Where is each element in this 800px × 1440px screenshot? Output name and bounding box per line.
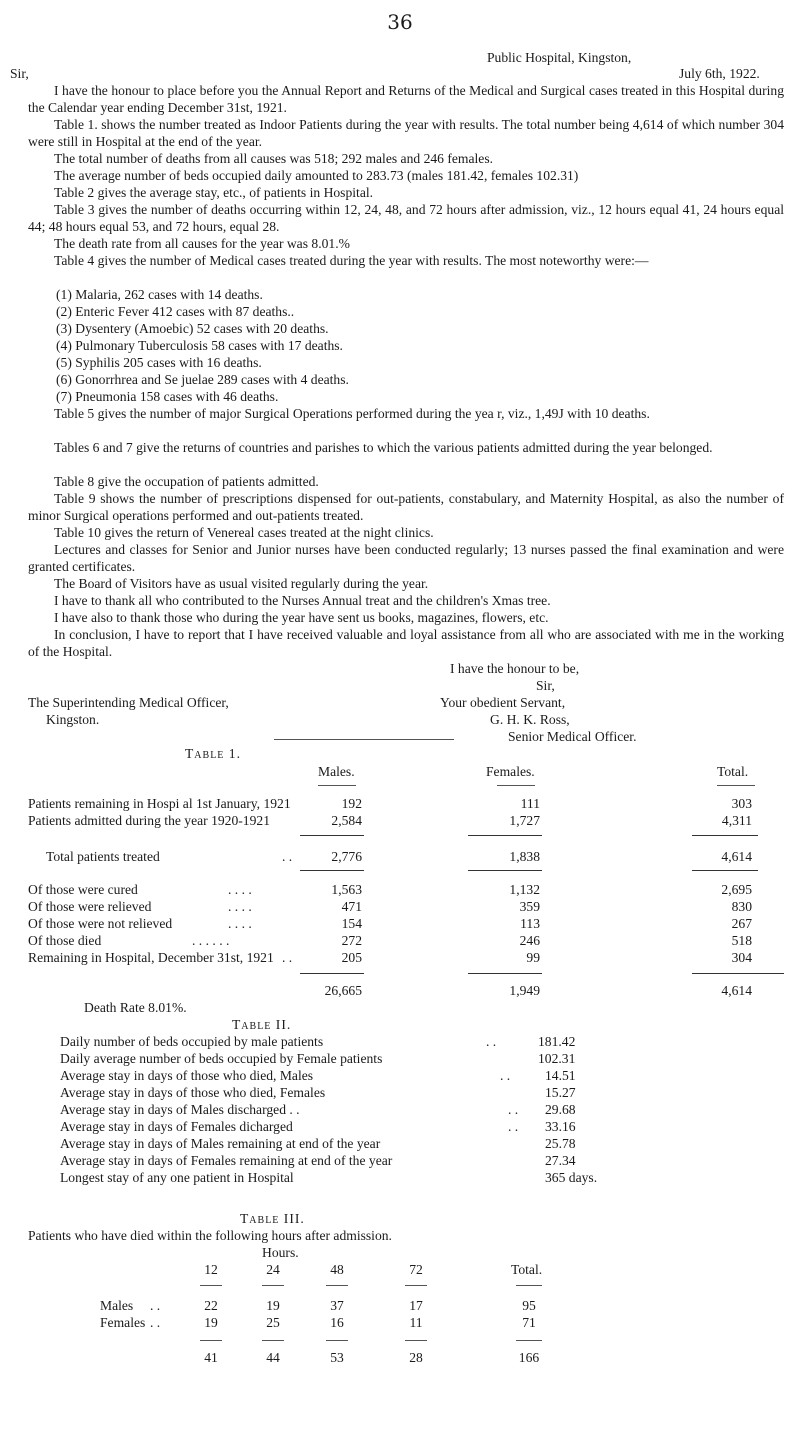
divider <box>692 973 784 974</box>
table3-title: Table III. <box>240 1211 305 1226</box>
table3-header-48: 48 <box>330 1262 344 1277</box>
divider <box>300 870 364 871</box>
paragraph-beds: The average number of beds occupied daily amounted to 283.73 (males 181.42, females 102.31) <box>54 168 579 183</box>
disease-item: (4) Pulmonary Tuberculosis 58 cases with 17 deaths. <box>56 338 343 353</box>
row-label: Longest stay of any one patient in Hospital <box>60 1170 294 1185</box>
males-value: 2,584 <box>331 813 362 828</box>
row-value: 15.27 <box>545 1085 576 1100</box>
row-label: Of those died <box>28 933 102 948</box>
total-value: 304 <box>731 950 752 965</box>
divider <box>326 1285 348 1286</box>
paragraph-tables67: Tables 6 and 7 give the returns of countries and parishes to which the various patients admitted during the year belonged. <box>54 440 713 455</box>
row-label: Patients admitted during the year 1920-1921 <box>28 813 270 828</box>
divider <box>300 973 364 974</box>
value-72h: 28 <box>409 1350 423 1365</box>
disease-item: (5) Syphilis 205 cases with 16 deaths. <box>56 355 262 370</box>
paragraph-table1: Table 1. shows the number treated as Indoor Patients during the year with results. The total number being 4,614 of which number 304 were still in Hospital at the end of the year. <box>28 117 784 149</box>
paragraph-table9: Table 9 shows the number of prescriptions dispensed for out-patients, constabulary, and Maternity Hospital, as also the number of minor Surgical operations performed and out-patients treated. <box>28 491 784 523</box>
males-value: 26,665 <box>324 983 362 998</box>
divider <box>692 870 758 871</box>
divider <box>468 835 542 836</box>
total-value: 4,614 <box>721 983 752 998</box>
leader-dots: . . <box>282 849 293 864</box>
row-label: Average stay in days of Males discharged . . <box>60 1102 300 1117</box>
row-label: Average stay in days of Females remaining at end of the year <box>60 1153 393 1168</box>
row-label: Average stay in days of Females dicharged <box>60 1119 293 1134</box>
paragraph-thanks: I have to thank all who contributed to the Nurses Annual treat and the children's Xmas tree. <box>54 593 551 608</box>
females-value: 111 <box>520 796 540 811</box>
paragraph-death-rate: The death rate from all causes for the year was 8.01.% <box>54 236 350 251</box>
table2-title: Table II. <box>232 1017 292 1032</box>
hospital-address: Public Hospital, Kingston, <box>487 50 632 65</box>
row-label: Of those were relieved <box>28 899 152 914</box>
leader-dots: . . <box>508 1102 519 1117</box>
divider <box>468 973 542 974</box>
row-label: Females <box>100 1315 146 1330</box>
table3-hours-label: Hours. <box>262 1245 299 1260</box>
males-value: 154 <box>341 916 362 931</box>
value-12h: 22 <box>204 1298 218 1313</box>
row-label: Daily number of beds occupied by male patients <box>60 1034 324 1049</box>
value-total: 71 <box>522 1315 536 1330</box>
addressee-place: Kingston. <box>46 712 100 727</box>
divider <box>262 1340 284 1341</box>
row-value: 102.31 <box>538 1051 576 1066</box>
leader-dots: . . . . <box>228 899 252 914</box>
page-number: 36 <box>387 10 413 34</box>
leader-dots: . . <box>508 1119 519 1134</box>
value-72h: 11 <box>409 1315 423 1330</box>
paragraph-table8: Table 8 give the occupation of patients admitted. <box>54 474 319 489</box>
row-label: Patients remaining in Hospi al 1st January, 1921 <box>28 796 291 811</box>
males-value: 1,563 <box>331 882 362 897</box>
row-value: 29.68 <box>545 1102 576 1117</box>
death-rate: Death Rate 8.01%. <box>84 1000 187 1015</box>
row-label: Average stay in days of those who died, Females <box>60 1085 326 1100</box>
paragraph-conclusion: In conclusion, I have to report that I have received valuable and loyal assistance from all who are associated with me in the working of the Hospital. <box>28 627 784 659</box>
divider <box>717 785 755 786</box>
row-label: Daily average number of beds occupied by Female patients <box>60 1051 383 1066</box>
table3-header-72: 72 <box>409 1262 423 1277</box>
females-value: 1,727 <box>509 813 540 828</box>
divider <box>300 835 364 836</box>
closing-sir: Sir, <box>536 678 555 693</box>
divider <box>516 1340 542 1341</box>
divider <box>405 1285 427 1286</box>
divider <box>692 835 758 836</box>
salutation: Sir, <box>10 66 29 81</box>
divider <box>326 1340 348 1341</box>
signatory-name: G. H. K. Ross, <box>490 712 570 727</box>
table1-title: Table 1. <box>185 746 242 761</box>
leader-dots: . . . . <box>228 916 252 931</box>
divider <box>200 1340 222 1341</box>
leader-dots: . . <box>282 950 293 965</box>
divider <box>497 785 535 786</box>
value-total: 95 <box>522 1298 536 1313</box>
addressee-title: The Superintending Medical Officer, <box>28 695 229 710</box>
females-value: 359 <box>519 899 540 914</box>
disease-item: (1) Malaria, 262 cases with 14 deaths. <box>56 287 263 302</box>
leader-dots: . . . . <box>228 882 252 897</box>
value-72h: 17 <box>409 1298 423 1313</box>
signatory-title: Senior Medical Officer. <box>508 729 637 744</box>
divider <box>318 785 356 786</box>
paragraph-lectures: Lectures and classes for Senior and Junior nurses have been conducted regularly; 13 nurses passed the final examination and were granted certificates. <box>28 542 784 574</box>
divider <box>274 739 454 740</box>
letter-date: July 6th, 1922. <box>679 66 760 81</box>
paragraph-board: The Board of Visitors have as usual visited regularly during the year. <box>54 576 429 591</box>
males-value: 471 <box>341 899 362 914</box>
row-label: Remaining in Hospital, December 31st, 1921 <box>28 950 274 965</box>
row-value: 27.34 <box>545 1153 576 1168</box>
value-48h: 53 <box>330 1350 344 1365</box>
row-label: Average stay in days of those who died, Males <box>60 1068 314 1083</box>
table1-header-females: Females. <box>486 764 535 779</box>
total-value: 4,614 <box>721 849 752 864</box>
row-label: Of those were not relieved <box>28 916 173 931</box>
females-value: 113 <box>520 916 540 931</box>
row-value: 25.78 <box>545 1136 576 1151</box>
row-label: Of those were cured <box>28 882 138 897</box>
males-value: 272 <box>341 933 362 948</box>
paragraph-intro: I have the honour to place before you the Annual Report and Returns of the Medical and Surgical cases treated in this Hospital during the Calendar year ending December 31st, 1921. <box>28 83 784 115</box>
divider <box>516 1285 542 1286</box>
leader-dots: . . <box>150 1298 161 1313</box>
total-value: 830 <box>731 899 752 914</box>
disease-item: (2) Enteric Fever 412 cases with 87 deaths.. <box>56 304 295 319</box>
value-48h: 37 <box>330 1298 344 1313</box>
females-value: 1,949 <box>509 983 540 998</box>
row-label: Males <box>100 1298 134 1313</box>
closing-servant: Your obedient Servant, <box>440 695 566 710</box>
females-value: 1,838 <box>509 849 540 864</box>
total-value: 303 <box>731 796 752 811</box>
disease-item: (3) Dysentery (Amoebic) 52 cases with 20 deaths. <box>56 321 329 336</box>
table3-header-24: 24 <box>266 1262 280 1277</box>
total-value: 2,695 <box>721 882 752 897</box>
paragraph-thanks-gifts: I have also to thank those who during the year have sent us books, magazines, flowers, etc. <box>54 610 549 625</box>
table1-header-total: Total. <box>717 764 749 779</box>
females-value: 99 <box>526 950 540 965</box>
row-value: 181.42 <box>538 1034 576 1049</box>
leader-dots: . . <box>486 1034 497 1049</box>
closing-honour: I have the honour to be, <box>450 661 580 676</box>
disease-item: (6) Gonorrhrea and Se juelae 289 cases with 4 deaths. <box>56 372 349 387</box>
row-value: 365 days. <box>545 1170 598 1185</box>
divider <box>405 1340 427 1341</box>
value-24h: 25 <box>266 1315 280 1330</box>
paragraph-table2: Table 2 gives the average stay, etc., of patients in Hospital. <box>54 185 374 200</box>
females-value: 246 <box>519 933 540 948</box>
males-value: 2,776 <box>331 849 362 864</box>
paragraph-table10: Table 10 gives the return of Venereal cases treated at the night clinics. <box>54 525 434 540</box>
total-value: 518 <box>731 933 752 948</box>
value-24h: 19 <box>266 1298 280 1313</box>
table3-header-total: Total. <box>511 1262 543 1277</box>
table1-header-males: Males. <box>318 764 355 779</box>
value-total: 166 <box>518 1350 540 1365</box>
paragraph-deaths: The total number of deaths from all causes was 518; 292 males and 246 females. <box>54 151 494 166</box>
table3-subtitle: Patients who have died within the following hours after admission. <box>28 1228 392 1243</box>
divider <box>200 1285 222 1286</box>
leader-dots: . . . . . . <box>192 933 230 948</box>
total-value: 4,311 <box>721 813 752 828</box>
leader-dots: . . <box>150 1315 161 1330</box>
value-24h: 44 <box>266 1350 280 1365</box>
females-value: 1,132 <box>509 882 540 897</box>
value-48h: 16 <box>330 1315 344 1330</box>
total-value: 267 <box>731 916 752 931</box>
males-value: 192 <box>341 796 362 811</box>
disease-item: (7) Pneumonia 158 cases with 46 deaths. <box>56 389 279 404</box>
row-value: 33.16 <box>545 1119 576 1134</box>
leader-dots: . . <box>500 1068 511 1083</box>
males-value: 205 <box>341 950 362 965</box>
table3-header-12: 12 <box>204 1262 218 1277</box>
row-label: Average stay in days of Males remaining at end of the year <box>60 1136 381 1151</box>
paragraph-table5: Table 5 gives the number of major Surgical Operations performed during the yea r, viz., 1,49J with 10 deaths. <box>54 406 650 421</box>
row-label: Total patients treated <box>46 849 160 864</box>
paragraph-table3: Table 3 gives the number of deaths occurring within 12, 24, 48, and 72 hours after admission, viz., 12 hours equal 41, 24 hours equal 44; 48 hours equal 53, and 72 hours, equal 28. <box>28 202 784 234</box>
value-12h: 41 <box>204 1350 218 1365</box>
paragraph-table4: Table 4 gives the number of Medical cases treated during the year with results. The most noteworthy were:— <box>54 253 649 268</box>
divider <box>262 1285 284 1286</box>
value-12h: 19 <box>204 1315 218 1330</box>
row-value: 14.51 <box>545 1068 576 1083</box>
divider <box>468 870 542 871</box>
